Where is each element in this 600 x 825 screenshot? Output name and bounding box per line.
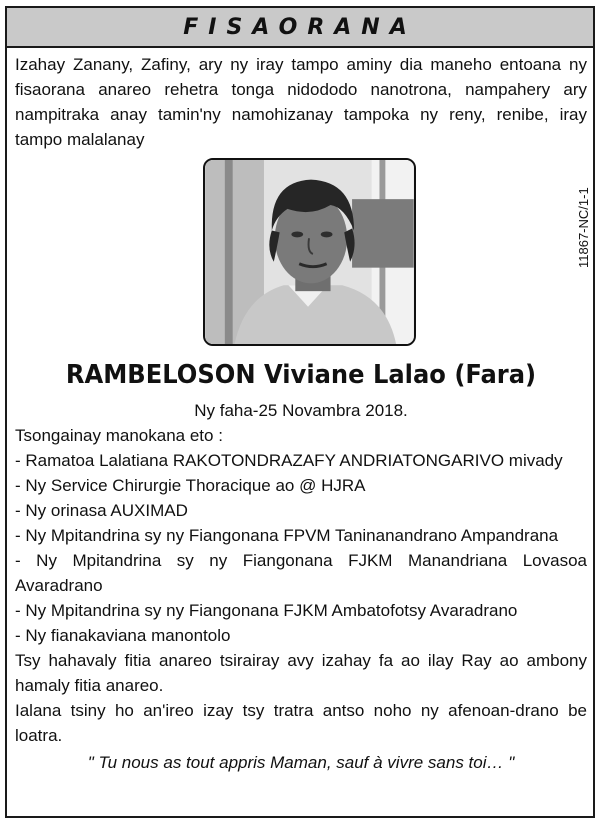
closing-paragraph-2: Ialana tsiny ho an'ireo izay tsy tratra antso noho ny afenoan-drano be loatra. xyxy=(15,701,587,745)
portrait-image xyxy=(205,160,414,344)
list-item: - Ramatoa Lalatiana RAKOTONDRAZAFY ANDRIATONGARIVO mivady xyxy=(15,451,563,470)
notice-content xyxy=(15,52,591,775)
obituary-notice xyxy=(5,6,595,818)
intro-paragraph: Izahay Zanany, Zafiny, ary ny iray tampo aminy dia maneho entoana ny fisaorana anareo rehetra tonga nidododo nanotrona, nampahery ary nampitraka anay tamin'ny namohizanay tampoka ny reny, renibe, iray tampo malalanay xyxy=(15,55,587,149)
list-item: - Ny Mpitandrina sy ny Fiangonana FJKM Manandriana Lovasoa Avaradrano xyxy=(15,551,587,595)
date-line: Ny faha-25 Novambra 2018. xyxy=(194,401,408,420)
thanks-list xyxy=(15,448,587,648)
notice-header xyxy=(7,8,593,48)
deceased-name: RAMBELOSON Viviane Lalao (Fara) xyxy=(65,360,537,390)
list-item: - Ny fianakaviana manontolo xyxy=(15,626,231,645)
notice-title: FISAORANA xyxy=(183,14,417,40)
list-item: - Ny orinasa AUXIMAD xyxy=(15,501,188,520)
list-item: - Ny Mpitandrina sy ny Fiangonana FJKM Ambatofotsy Avaradrano xyxy=(15,601,518,620)
closing-quote: " Tu nous as tout appris Maman, sauf à vivre sans toi… " xyxy=(87,753,515,772)
reference-code: 11867-NC/1-1 xyxy=(576,187,591,269)
closing-paragraph-1: Tsy hahavaly fitia anareo tsirairay avy izahay fa ao ilay Ray ao ambony hamaly fitia anareo. xyxy=(15,651,587,695)
portrait-photo xyxy=(203,158,416,346)
list-item: - Ny Mpitandrina sy ny Fiangonana FPVM Taninanandrano Ampandrana xyxy=(15,526,559,545)
list-item: - Ny Service Chirurgie Thoracique ao @ HJRA xyxy=(15,476,366,495)
thanks-heading: Tsongainay manokana eto : xyxy=(15,426,223,445)
photo-area xyxy=(15,158,591,334)
